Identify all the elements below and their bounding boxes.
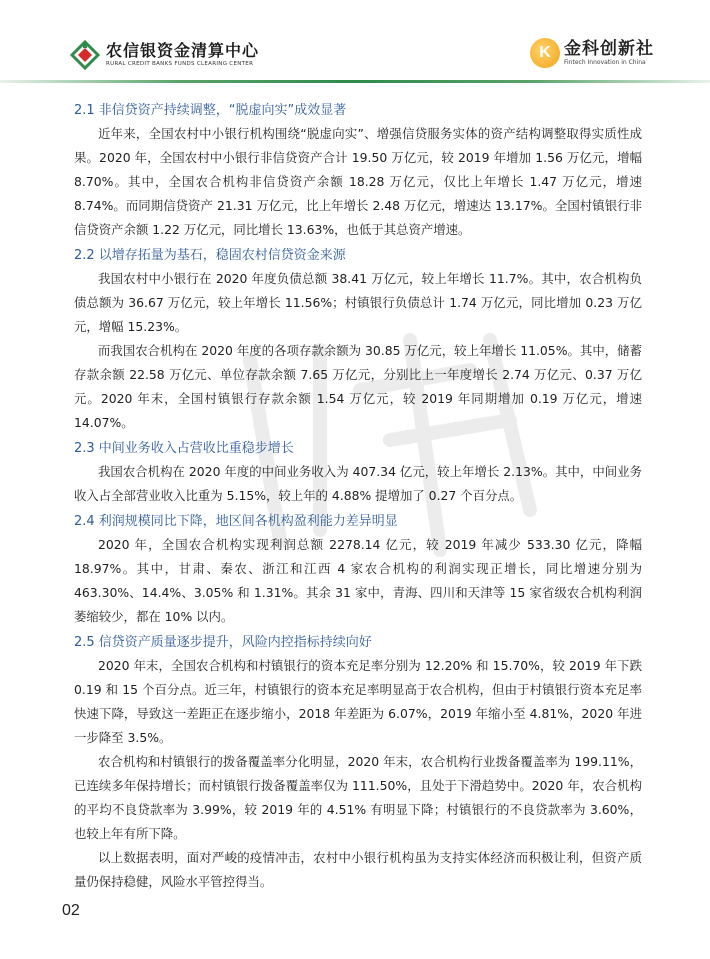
- left-logo-subtitle: RURAL CREDIT BANKS FUNDS CLEARING CENTER: [106, 61, 254, 67]
- paragraph: 我国农村中小银行在 2020 年度负债总额 38.41 万亿元，较上年增长 11.7%。其中，农合机构负债总额为 36.67 万亿元，较上年增长 11.56%；村镇银行负债总计 1.74 万亿元，同比增加 0.23 万亿元，增幅 15.23%。: [74, 271, 642, 334]
- paragraph: 我国农合机构在 2020 年度的中间业务收入为 407.34 亿元，较上年增长 2.13%。其中，中间业务收入占全部营业收入比重为 5.15%，较上年的 4.88% 提增加了 0.27 个百分点。: [74, 464, 642, 503]
- section-2-3: [74, 438, 642, 508]
- section-title: 2.3 中间业务收入占营收比重稳步增长: [74, 441, 294, 456]
- section-2-4: [74, 511, 642, 629]
- section-title: 2.4 利润规模同比下降，地区间各机构盈利能力差异明显: [74, 514, 398, 529]
- left-logo-title: 农信银资金清算中心: [106, 41, 260, 60]
- section-2-5: [74, 632, 642, 894]
- paragraph: 2020 年，全国农合机构实现利润总额 2278.14 亿元，较 2019 年减少 533.30 亿元，降幅 18.97%。其中，甘肃、秦农、浙江和江西 4 家农合机构的利润实现正增长，同比增速分别为 463.30%、14.4%、3.05% 和 1.31%。其余 31 家中，青海、四川和天津等 15 家省级农合机构利润萎缩较少，都在 10% 以内。: [74, 537, 642, 624]
- section-2-2: [74, 245, 642, 435]
- fintech-innovation-logo: [530, 38, 654, 68]
- right-logo-title: 金科创新社: [564, 38, 654, 59]
- main-content: [74, 100, 642, 897]
- paragraph: 而我国农合机构在 2020 年度的各项存款余额为 30.85 万亿元，较上年增长 11.05%。其中，储蓄存款余额 22.58 万亿元、单位存款余额 7.65 万亿元，分别比上一年度增长 2.74 万亿元、0.37 万亿元。2020 年末，全国村镇银行存款余额 1.54 万亿元，较 2019 年同期增加 0.19 万亿元，增速 14.07%。: [74, 343, 642, 430]
- section-2-1: [74, 100, 642, 242]
- section-title: 2.1 非信贷资产持续调整，“脱虚向实”成效显著: [74, 103, 347, 118]
- paragraph: 以上数据表明，面对严峻的疫情冲击，农村中小银行机构虽为支持实体经济而积极让利，但资产质量仍保持稳健，风险水平管控得当。: [74, 850, 642, 889]
- paragraph: 农合机构和村镇银行的拨备覆盖率分化明显，2020 年末，农合机构行业拨备覆盖率为 199.11%，已连续多年保持增长；而村镇银行拨备覆盖率仅为 111.50%，且处于下滑趋势中。2020 年，农合机构的平均不良贷款率为 3.99%，较 2019 年的 4.51% 有明显下降；村镇银行的不良贷款率为 3.60%，也较上年有所下降。: [74, 754, 642, 841]
- rcb-emblem-icon: [70, 40, 100, 70]
- section-title: 2.2 以增存拓量为基石，稳固农村信贷资金来源: [74, 248, 346, 263]
- header-divider: [0, 80, 710, 83]
- k-logo-icon: K: [530, 38, 560, 68]
- page-header: [0, 0, 710, 78]
- right-logo-subtitle: Fintech Innovation in China: [564, 58, 646, 66]
- section-title: 2.5 信贷资产质量逐步提升，风险内控指标持续向好: [74, 635, 372, 650]
- rcb-clearing-center-logo: [70, 40, 259, 70]
- page-number: 02: [62, 902, 80, 919]
- paragraph: 近年来，全国农村中小银行机构围绕“脱虚向实”、增强信贷服务实体的资产结构调整取得实质性成果。2020 年，全国农村中小银行非信贷资产合计 19.50 万亿元，较 2019 年增加 1.56 万亿元，增幅 8.70%。其中，全国农合机构非信贷资产余额 18.28 万亿元，仅比上年增长 1.47 万亿元，增速 8.74%。而同期信贷资产 21.31 万亿元，比上年增长 2.48 万亿元，增速达 13.17%。全国村镇银行非信贷资产余额 1.22 万亿元，同比增长 13.63%，也低于其总资产增速。: [74, 126, 642, 237]
- paragraph: 2020 年末，全国农合机构和村镇银行的资本充足率分别为 12.20% 和 15.70%，较 2019 年下跌 0.19 和 15 个百分点。近三年，村镇银行的资本充足率明显高于农合机构，但由于村镇银行资本充足率快速下降，导致这一差距正在逐步缩小，2018 年差距为 6.07%，2019 年缩小至 4.81%，2020 年进一步降至 3.5%。: [74, 658, 642, 745]
